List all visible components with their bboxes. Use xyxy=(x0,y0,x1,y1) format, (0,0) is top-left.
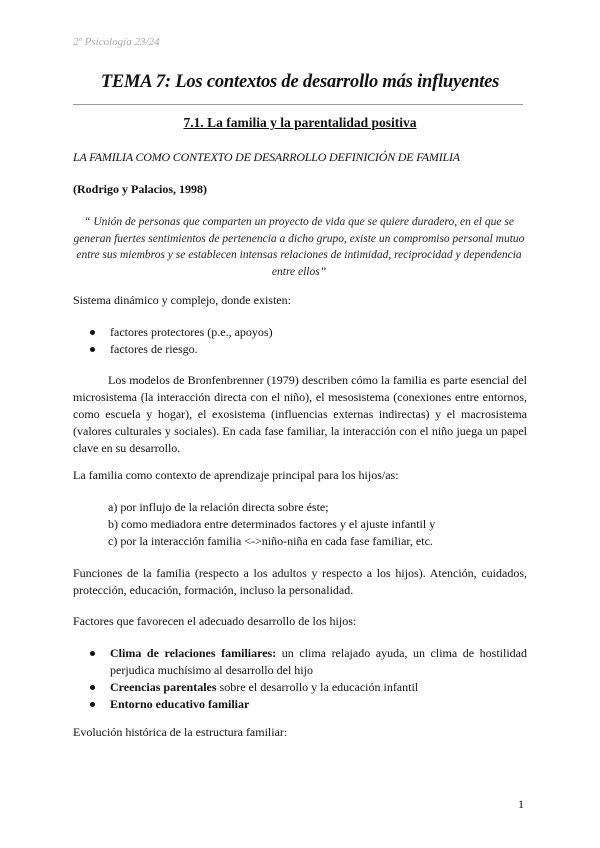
list-item xyxy=(73,324,527,341)
list-item xyxy=(73,679,527,696)
citation: (Rodrigo y Palacios, 1998) xyxy=(73,182,207,196)
system-list xyxy=(73,324,527,358)
bullet-icon xyxy=(90,651,95,656)
list-item: c) por la interacción familia <->niño-niña en cada fase familiar, etc. xyxy=(108,534,433,548)
header-note: 2º Psicología 23/24 xyxy=(73,36,160,48)
bullet-icon xyxy=(90,685,95,690)
bullet-icon xyxy=(90,702,95,707)
list-item-text: factores protectores (p.e., apoyos) xyxy=(110,325,273,339)
learning-list xyxy=(108,499,528,550)
factor-text: sobre el desarrollo y la educación infantil xyxy=(216,680,419,694)
page-number: 1 xyxy=(518,797,524,811)
factors-list xyxy=(73,645,527,713)
list-item: b) como mediadora entre determinados factores y el ajuste infantil y xyxy=(108,517,436,531)
list-item xyxy=(73,341,527,358)
bullet-icon xyxy=(90,330,95,335)
list-item xyxy=(73,696,527,713)
list-item xyxy=(73,645,527,679)
title-divider xyxy=(73,104,523,105)
page-title: TEMA 7: Los contextos de desarrollo más influyentes xyxy=(100,72,500,92)
factors-intro: Factores que favorecen el adecuado desarrollo de los hijos: xyxy=(73,614,357,628)
factor-label: Clima de relaciones familiares: xyxy=(110,646,277,660)
system-intro: Sistema dinámico y complejo, donde existen: xyxy=(73,293,291,307)
functions-paragraph: Funciones de la familia (respecto a los adultos y respecto a los hijos). Atención, cuidados, protección, educación, formación, incluso la personalidad. xyxy=(73,566,527,597)
list-item: a) por influjo de la relación directa sobre éste; xyxy=(108,500,329,514)
bullet-icon xyxy=(90,347,95,352)
factor-text: un clima relajado ayuda, un clima de hostilidad perjudica muchísimo al desarrollo del hijo xyxy=(110,646,527,677)
section-heading: LA FAMILIA COMO CONTEXTO DE DESARROLLO DEFINICIÓN DE FAMILIA xyxy=(73,150,460,164)
learning-intro: La familia como contexto de aprendizaje principal para los hijos/as: xyxy=(73,468,399,482)
factor-label: Creencias parentales xyxy=(110,680,217,694)
list-item-text: factores de riesgo. xyxy=(110,342,198,356)
section-subtitle: 7.1. La familia y la parentalidad positiva xyxy=(183,115,417,130)
definition-quote: “ Unión de personas que comparten un proyecto de vida que se quiere duradero, en el que se generan fuertes sentimientos de pertenencia a dicho grupo, existe un compromiso personal mutuo entre sus miembros y se establecen intensas relaciones de intimidad, reciprocidad y dependencia entre ellos” xyxy=(73,216,525,278)
evolution-intro: Evolución histórica de la estructura familiar: xyxy=(73,725,288,739)
bronfenbrenner-paragraph: Los modelos de Bronfenbrenner (1979) describen cómo la familia es parte esencial del microsistema (la interacción directa con el niño), el mesosistema (conexiones entre entornos, como escuela y hogar), el exosistema (influencias externas indirectas) y el macrosistema (valores culturales y sociales). En cada fase familiar, la interacción con el niño juega un papel clave en su desarrollo. xyxy=(73,373,527,455)
factor-label: Entorno educativo familiar xyxy=(110,697,250,711)
